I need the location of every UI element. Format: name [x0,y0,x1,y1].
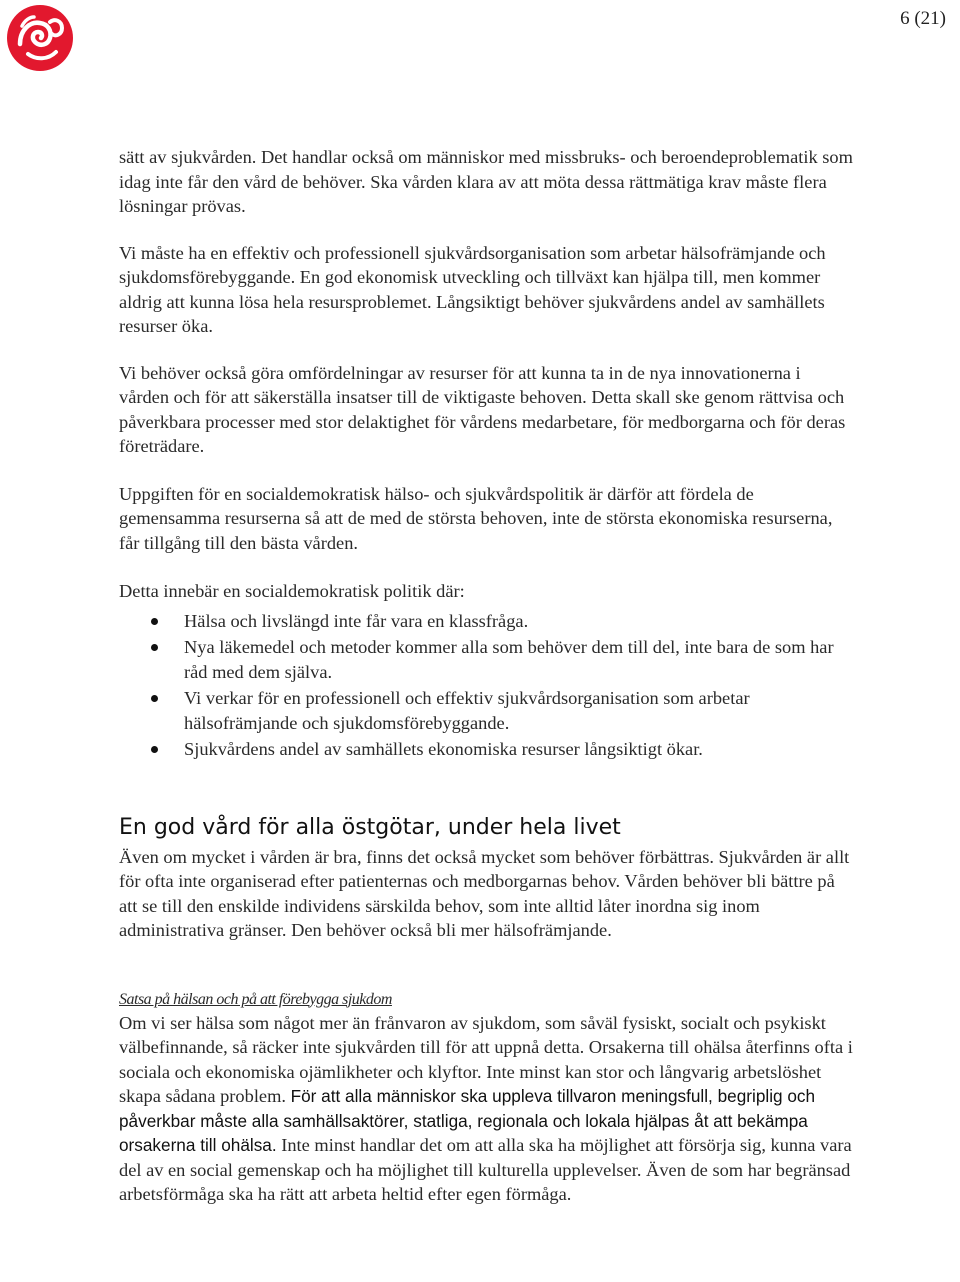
paragraph: Vi måste ha en effektiv och professionell sjukvårdsorganisation som arbetar hälsofrämjande och sjukdomsförebyggande. En god ekonomisk utveckling och tillväxt kan hjälpa till, men kommer aldrig att kunna lösa hela resursproblemet. Långsiktigt behöver sjukvårdens andel av samhällets resurser öka. [119,242,826,336]
list-item [119,686,854,735]
socialdemokraterna-rose-icon [6,4,74,72]
list-item [119,609,854,634]
paragraph: sätt av sjukvården. Det handlar också om människor med missbruks- och beroendeproblematik som idag inte får den vård de behöver. Ska vården klara av att möta dessa rättmätiga krav måste flera lösningar prövas. [119,147,853,216]
bullet-icon [151,695,158,702]
page-number: 6 (21) [900,8,946,29]
subsection-heading: Satsa på hälsan och på att förebygga sjukdom [119,990,392,1008]
list-item [119,635,854,684]
paragraph-text-sans: För att alla människor ska uppleva tillvaron meningsfull, begriplig och påverkbar måste alla samhällsaktörer, statliga, regionala och lokala hjälpas åt att bekämpa orsakerna till ohälsa. [119,1086,816,1155]
document-body [119,145,854,1207]
subsection-paragraph [119,1011,854,1207]
list-item-text: Nya läkemedel och metoder kommer alla som behöver dem till del, inte bara de som har råd med dem själva. [184,637,834,682]
bullet-icon [151,746,158,753]
bullet-list [119,609,854,762]
list-item [119,737,854,762]
paragraph: Vi behöver också göra omfördelningar av resurser för att kunna ta in de nya innovationerna i vården och för att säkerställa insatser till de viktigaste behoven. Detta skall ske genom rättvisa och påverkbara processer med stor delaktighet för vårdens medarbetare, för medborgarna och för deras företrädare. [119,362,846,456]
paragraph-text: Om vi ser hälsa som något mer än frånvaron av sjukdom, som såväl fysiskt, socialt och psykiskt välbefinnande, så räcker inte sjukvården till för att uppnå detta. Orsakerna till ohälsa återfinns ofta i sociala och ekonomiska ojämlikheter och klyftor. Inte minst kan stor och långvarig arbetslöshet skapa sådana problem. [119,1012,853,1106]
list-intro: Detta innebär en socialdemokratisk politik där: [119,581,465,601]
section-paragraph: Även om mycket i vården är bra, finns det också mycket som behöver förbättras. Sjukvården är allt för ofta inte organiserad efter patienternas och medborgarnas behov. Vården behöver bli bättre på att se till den enskilde individens särskilda behov, som inte alltid låter inordna sig inom administrativa gränser. Den behöver också bli mer hälsofrämjande. [119,846,850,940]
bullet-icon [151,618,158,625]
bullet-icon [151,644,158,651]
list-item-text: Hälsa och livslängd inte får vara en klassfråga. [184,610,529,631]
list-item-text: Sjukvårdens andel av samhällets ekonomiska resurser långsiktigt ökar. [184,739,703,759]
section-heading: En god vård för alla östgötar, under hela livet [119,814,621,840]
paragraph-text: Inte minst handlar det om att alla ska ha möjlighet att försörja sig, kunna vara del av en social gemenskap och ha möjlighet till kulturella upplevelser. Även de som har begränsad arbetsförmåga ska ha rätt att arbeta heltid efter egen förmåga. [119,1135,852,1204]
list-item-text: Vi verkar för en professionell och effektiv sjukvårdsorganisation som arbetar hälsofrämjande och sjukdomsförebyggande. [184,688,750,733]
paragraph: Uppgiften för en socialdemokratisk hälso- och sjukvårdspolitik är därför att fördela de gemensamma resurserna så att de med de största behoven, inte de största ekonomiska resurserna, får tillgång till den bästa vården. [119,483,833,553]
